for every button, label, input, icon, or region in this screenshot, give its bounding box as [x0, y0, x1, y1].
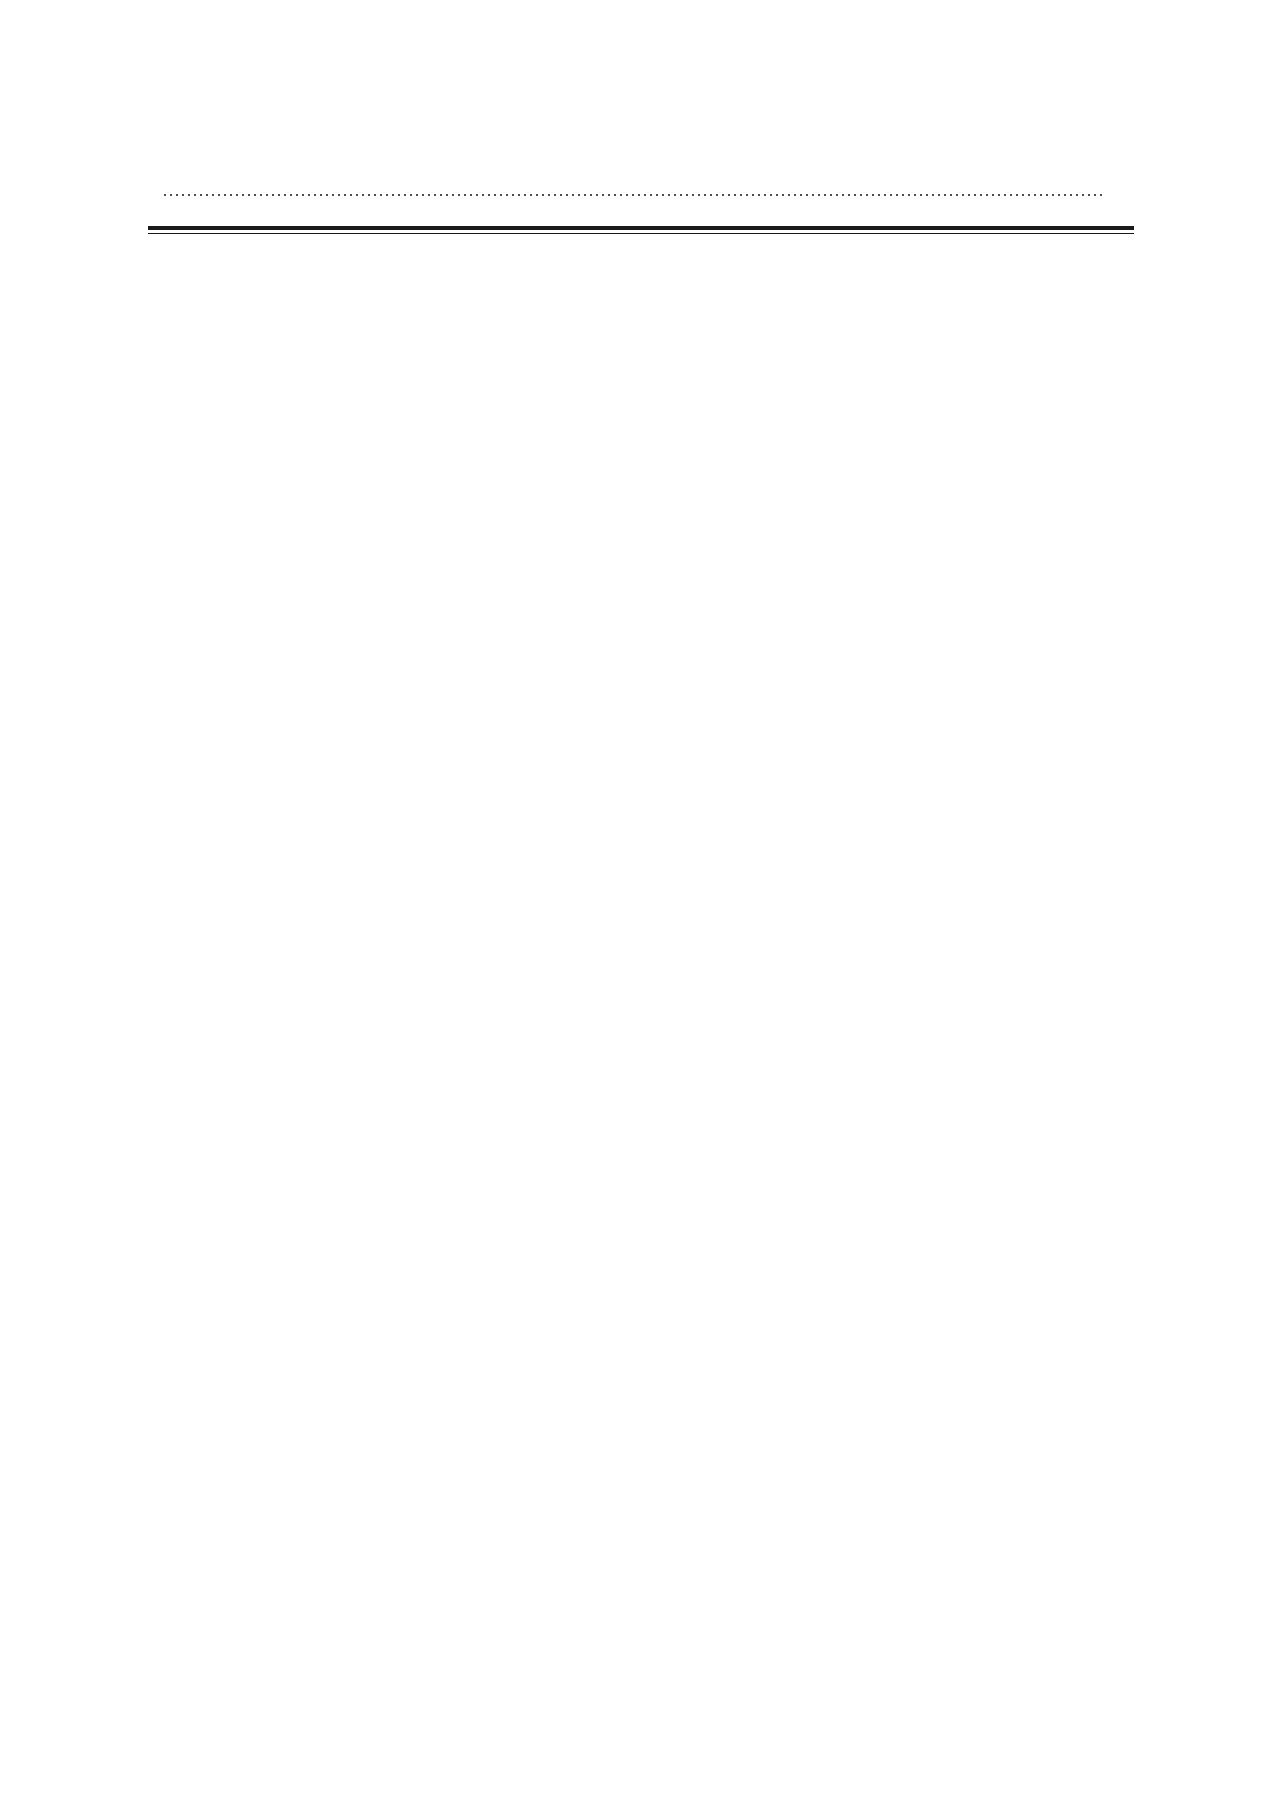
- database-list: [148, 282, 1134, 308]
- submission-email: [148, 314, 1134, 340]
- query-label: [148, 248, 1134, 274]
- calligraphy-credit: [148, 180, 1134, 210]
- divider-thick: [148, 226, 1134, 230]
- leader-dots: [162, 194, 1102, 196]
- divider-thin: [148, 233, 1134, 234]
- table-of-contents: [148, 148, 1134, 340]
- footer: [148, 248, 1134, 340]
